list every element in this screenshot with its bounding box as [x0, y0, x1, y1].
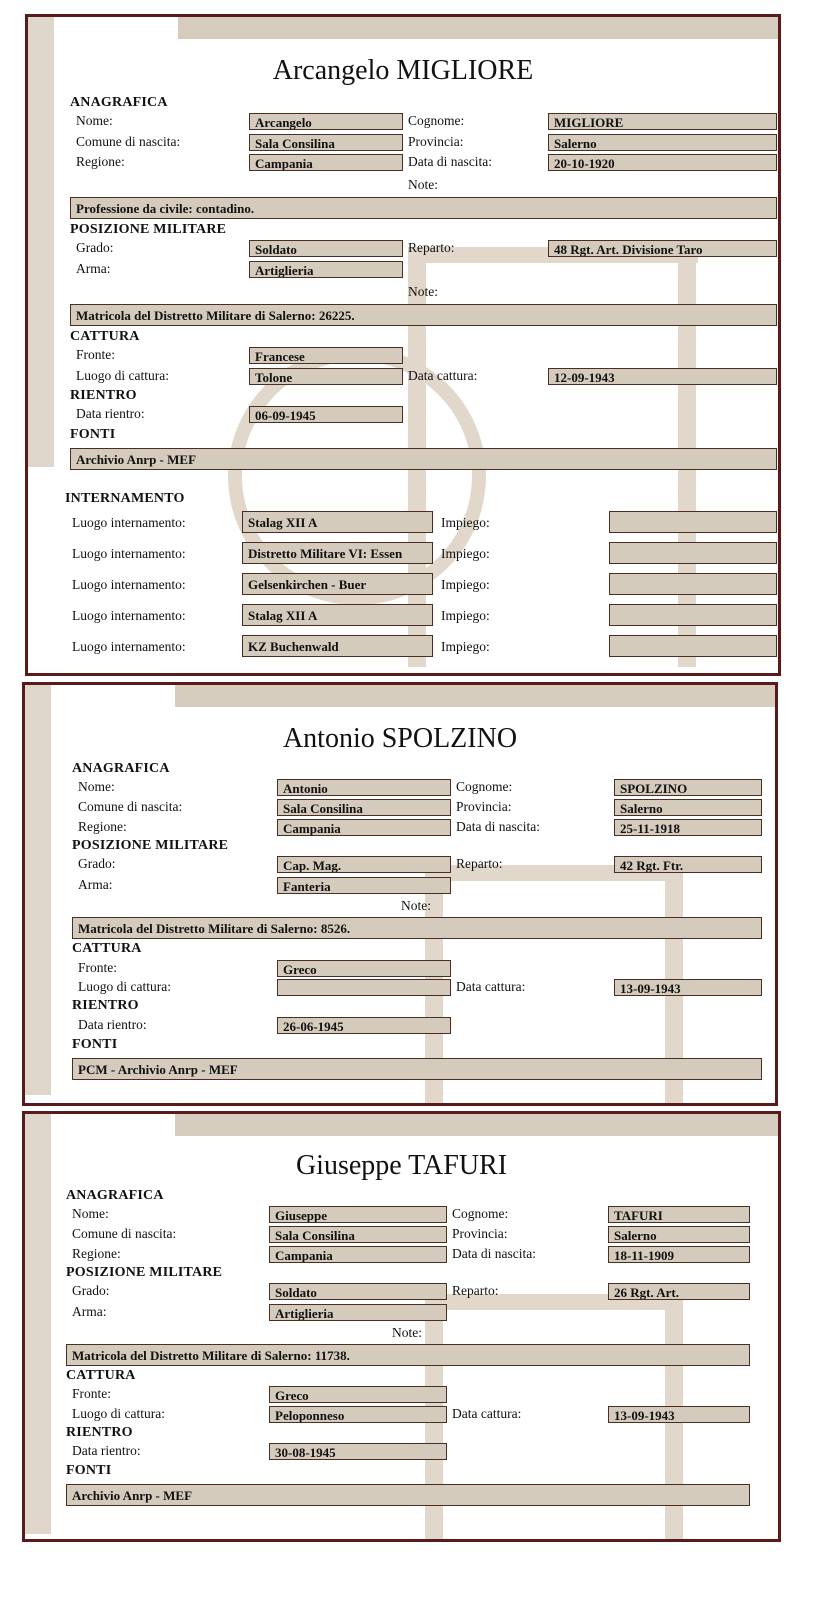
field-data-cattura: 13-09-1943 [614, 979, 762, 996]
field-cognome: MIGLIORE [548, 113, 777, 130]
label-note-militare: Note: [401, 898, 431, 913]
record-title: Giuseppe TAFURI [295, 1150, 508, 1181]
field-note-militare: Matricola del Distretto Militare di Salerno: 26225. [70, 304, 777, 326]
section-cattura: CATTURA [66, 1368, 136, 1383]
label-data-nascita: Data di nascita: [408, 154, 492, 169]
label-comune: Comune di nascita: [78, 799, 183, 814]
section-anagrafica: ANAGRAFICA [66, 1188, 164, 1203]
field-nome: Arcangelo [249, 113, 403, 130]
field-nome: Giuseppe [269, 1206, 447, 1223]
label-data-rientro: Data rientro: [78, 1017, 147, 1032]
label-data-nascita: Data di nascita: [456, 819, 540, 834]
field-provincia: Salerno [608, 1226, 750, 1243]
section-posizione-militare: POSIZIONE MILITARE [72, 838, 229, 853]
section-cattura: CATTURA [72, 941, 142, 956]
field-arma: Artiglieria [249, 261, 403, 278]
field-impiego [609, 542, 777, 564]
field-luogo-internamento: KZ Buchenwald [242, 635, 433, 657]
watermark-top-band [178, 17, 778, 39]
label-reparto: Reparto: [408, 240, 455, 255]
label-cognome: Cognome: [456, 779, 513, 794]
field-note-militare: Matricola del Distretto Militare di Salerno: 11738. [66, 1344, 750, 1366]
field-data-nascita: 25-11-1918 [614, 819, 762, 836]
label-nome: Nome: [78, 779, 115, 794]
label-arma: Arma: [78, 877, 113, 892]
field-regione: Campania [269, 1246, 447, 1263]
label-grado: Grado: [76, 240, 114, 255]
section-fonti: FONTI [70, 427, 116, 442]
label-impiego: Impiego: [441, 639, 490, 654]
field-data-rientro: 06-09-1945 [249, 406, 403, 423]
field-provincia: Salerno [614, 799, 762, 816]
label-luogo-cattura: Luogo di cattura: [78, 979, 171, 994]
watermark-emblem [228, 347, 486, 605]
section-cattura: CATTURA [70, 329, 140, 344]
field-nome: Antonio [277, 779, 451, 796]
label-luogo-cattura: Luogo di cattura: [76, 368, 169, 383]
field-regione: Campania [249, 154, 403, 171]
label-provincia: Provincia: [452, 1226, 508, 1241]
field-luogo-cattura [277, 979, 451, 996]
field-grado: Soldato [249, 240, 403, 257]
field-data-nascita: 18-11-1909 [608, 1246, 750, 1263]
label-fronte: Fronte: [76, 347, 115, 362]
field-data-cattura: 12-09-1943 [548, 368, 777, 385]
watermark-top-band [175, 685, 775, 707]
field-cognome: TAFURI [608, 1206, 750, 1223]
label-data-cattura: Data cattura: [456, 979, 526, 994]
label-arma: Arma: [72, 1304, 107, 1319]
label-note: Note: [408, 177, 438, 192]
label-impiego: Impiego: [441, 546, 490, 561]
section-anagrafica: ANAGRAFICA [70, 95, 168, 110]
section-rientro: RIENTRO [70, 388, 137, 403]
label-cognome: Cognome: [408, 113, 465, 128]
field-comune: Sala Consilina [249, 134, 403, 151]
record-card-tafuri [22, 1111, 781, 1542]
label-grado: Grado: [78, 856, 116, 871]
label-impiego: Impiego: [441, 515, 490, 530]
record-title: Antonio SPOLZINO [282, 723, 518, 754]
label-regione: Regione: [76, 154, 125, 169]
label-data-nascita: Data di nascita: [452, 1246, 536, 1261]
section-fonti: FONTI [66, 1463, 112, 1478]
section-rientro: RIENTRO [66, 1425, 133, 1440]
label-reparto: Reparto: [452, 1283, 499, 1298]
field-comune: Sala Consilina [269, 1226, 447, 1243]
field-note-militare: Matricola del Distretto Militare di Salerno: 8526. [72, 917, 762, 939]
field-data-rientro: 30-08-1945 [269, 1443, 447, 1460]
field-fonti: Archivio Anrp - MEF [70, 448, 777, 470]
label-cognome: Cognome: [452, 1206, 509, 1221]
field-luogo-internamento: Stalag XII A [242, 604, 433, 626]
label-comune: Comune di nascita: [76, 134, 181, 149]
label-data-rientro: Data rientro: [72, 1443, 141, 1458]
section-rientro: RIENTRO [72, 998, 139, 1013]
label-luogo-internamento: Luogo internamento: [72, 639, 186, 654]
field-cognome: SPOLZINO [614, 779, 762, 796]
field-impiego [609, 604, 777, 626]
field-reparto: 42 Rgt. Ftr. [614, 856, 762, 873]
field-grado: Cap. Mag. [277, 856, 451, 873]
label-arma: Arma: [76, 261, 111, 276]
field-reparto: 48 Rgt. Art. Divisione Taro [548, 240, 777, 257]
field-impiego [609, 635, 777, 657]
section-fonti: FONTI [72, 1037, 118, 1052]
label-luogo-internamento: Luogo internamento: [72, 546, 186, 561]
field-fronte: Francese [249, 347, 403, 364]
label-provincia: Provincia: [456, 799, 512, 814]
field-luogo-internamento: Gelsenkirchen - Buer [242, 573, 433, 595]
field-fronte: Greco [269, 1386, 447, 1403]
field-luogo-internamento: Stalag XII A [242, 511, 433, 533]
label-regione: Regione: [78, 819, 127, 834]
label-comune: Comune di nascita: [72, 1226, 177, 1241]
label-reparto: Reparto: [456, 856, 503, 871]
field-grado: Soldato [269, 1283, 447, 1300]
field-impiego [609, 511, 777, 533]
record-card-spolzino [22, 682, 778, 1106]
label-nome: Nome: [76, 113, 113, 128]
label-fronte: Fronte: [78, 960, 117, 975]
field-arma: Fanteria [277, 877, 451, 894]
label-impiego: Impiego: [441, 608, 490, 623]
section-posizione-militare: POSIZIONE MILITARE [66, 1265, 223, 1280]
field-fonti: Archivio Anrp - MEF [66, 1484, 750, 1506]
label-grado: Grado: [72, 1283, 110, 1298]
section-internamento: INTERNAMENTO [65, 491, 185, 506]
label-note-militare: Note: [392, 1325, 422, 1340]
field-impiego [609, 573, 777, 595]
field-comune: Sala Consilina [277, 799, 451, 816]
label-luogo-internamento: Luogo internamento: [72, 608, 186, 623]
field-data-nascita: 20-10-1920 [548, 154, 777, 171]
field-data-rientro: 26-06-1945 [277, 1017, 451, 1034]
label-impiego: Impiego: [441, 577, 490, 592]
label-luogo-cattura: Luogo di cattura: [72, 1406, 165, 1421]
field-note-anagrafica: Professione da civile: contadino. [70, 197, 777, 219]
record-title: Arcangelo MIGLIORE [272, 55, 534, 86]
label-data-cattura: Data cattura: [408, 368, 478, 383]
section-anagrafica: ANAGRAFICA [72, 761, 170, 776]
label-luogo-internamento: Luogo internamento: [72, 577, 186, 592]
watermark-top-band [175, 1114, 778, 1136]
field-luogo-cattura: Peloponneso [269, 1406, 447, 1423]
label-luogo-internamento: Luogo internamento: [72, 515, 186, 530]
label-regione: Regione: [72, 1246, 121, 1261]
field-luogo-internamento: Distretto Militare VI: Essen [242, 542, 433, 564]
field-regione: Campania [277, 819, 451, 836]
record-card-migliore [25, 14, 781, 676]
field-fronte: Greco [277, 960, 451, 977]
label-nome: Nome: [72, 1206, 109, 1221]
label-provincia: Provincia: [408, 134, 464, 149]
field-reparto: 26 Rgt. Art. [608, 1283, 750, 1300]
label-data-cattura: Data cattura: [452, 1406, 522, 1421]
section-posizione-militare: POSIZIONE MILITARE [70, 222, 227, 237]
field-luogo-cattura: Tolone [249, 368, 403, 385]
label-data-rientro: Data rientro: [76, 406, 145, 421]
field-data-cattura: 13-09-1943 [608, 1406, 750, 1423]
field-provincia: Salerno [548, 134, 777, 151]
field-fonti: PCM - Archivio Anrp - MEF [72, 1058, 762, 1080]
label-note-militare: Note: [408, 284, 438, 299]
label-fronte: Fronte: [72, 1386, 111, 1401]
field-arma: Artiglieria [269, 1304, 447, 1321]
